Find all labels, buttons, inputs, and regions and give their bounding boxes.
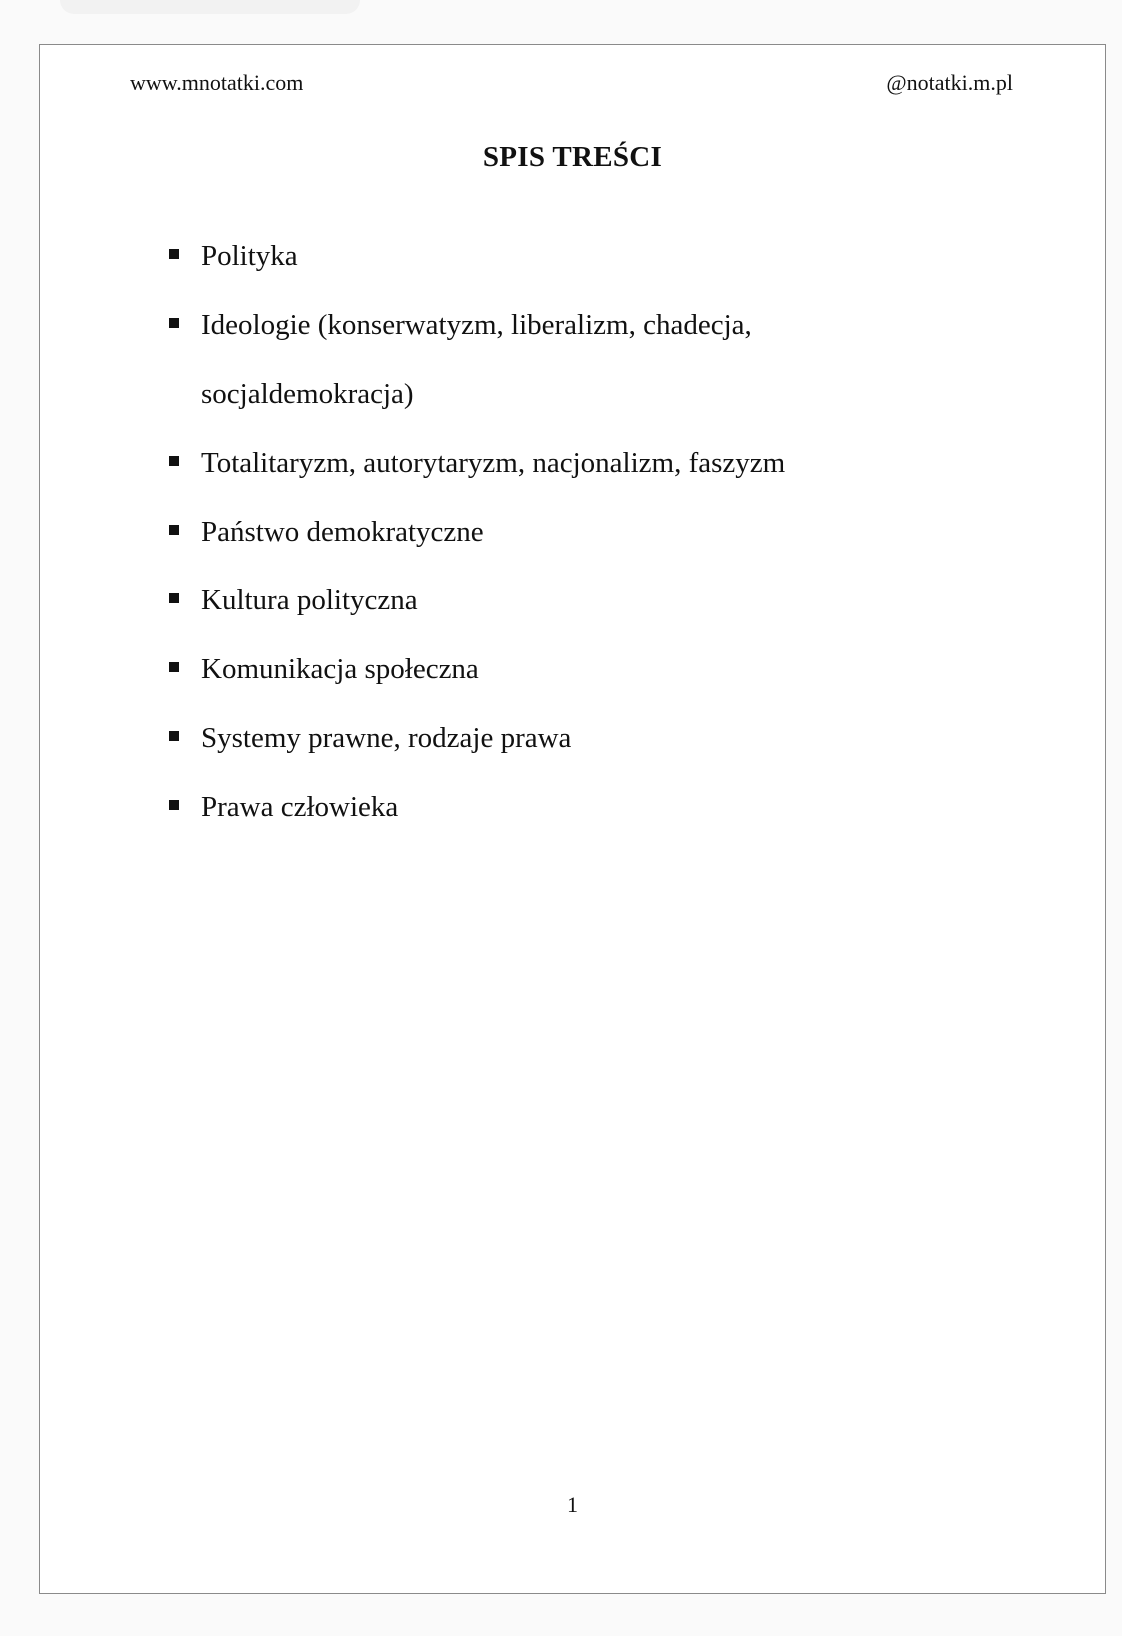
square-bullet-icon — [169, 249, 179, 259]
document-page — [39, 44, 1106, 1594]
toc-item — [40, 443, 1105, 483]
background-shadow — [60, 0, 360, 14]
toc-item — [40, 236, 1105, 276]
square-bullet-icon — [169, 525, 179, 535]
page-number: 1 — [567, 1492, 578, 1517]
page-title: SPIS TREŚCI — [482, 141, 663, 173]
square-bullet-icon — [169, 800, 179, 810]
toc-item — [40, 649, 1105, 689]
toc-item — [40, 787, 1105, 827]
toc-item-label: Komunikacja społeczna — [201, 653, 479, 685]
toc-item-label: Prawa człowieka — [201, 791, 399, 823]
toc-item-label: Polityka — [201, 240, 298, 272]
toc-item — [40, 718, 1105, 758]
toc-item — [40, 305, 1105, 345]
table-of-contents — [40, 45, 1105, 1593]
square-bullet-icon — [169, 593, 179, 603]
square-bullet-icon — [169, 318, 179, 328]
toc-item — [40, 512, 1105, 552]
toc-item-label: Kultura polityczna — [201, 584, 418, 616]
square-bullet-icon — [169, 662, 179, 672]
header-website: www.mnotatki.com — [130, 70, 304, 95]
toc-item — [40, 580, 1105, 620]
toc-item-label: Totalitaryzm, autorytaryzm, nacjonalizm, faszyzm — [201, 447, 786, 479]
header-handle: @notatki.m.pl — [886, 70, 1013, 95]
toc-item-label: Systemy prawne, rodzaje prawa — [201, 722, 572, 754]
toc-item-label: Państwo demokratyczne — [201, 516, 484, 548]
square-bullet-icon — [169, 731, 179, 741]
toc-item-label: Ideologie (konserwatyzm, liberalizm, chadecja, — [201, 309, 752, 341]
square-bullet-icon — [169, 456, 179, 466]
toc-item-continuation: socjaldemokracja) — [201, 378, 414, 410]
